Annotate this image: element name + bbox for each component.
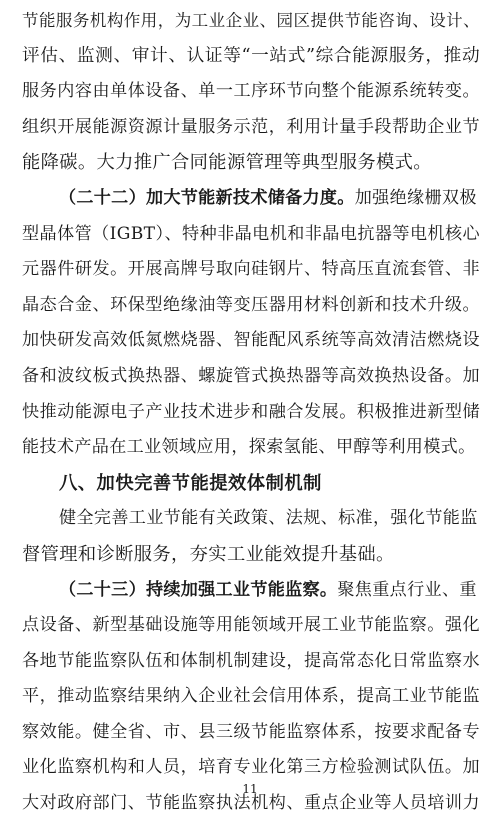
text-line: 点设备、新型基础设施等用能领域开展工业节能监察。强化 <box>22 615 480 636</box>
text-line: 健全完善工业节能有关政策、法规、标准，强化节能监 <box>59 508 478 529</box>
text-line: 大对政府部门、节能监察执法机构、重点企业等人员培训力 <box>22 793 480 814</box>
text-line: 各地节能监察队伍和体制机制建设，提高常态化日常监察水 <box>22 650 480 671</box>
text-line: 备和波纹板式换热器、螺旋管式换热器等高效换热设备。加 <box>22 365 480 386</box>
text-line: 晶态合金、环保型绝缘油等变压器用材料创新和技术升级。 <box>22 294 480 315</box>
text-line: 业化监察机构和人员，培育专业化第三方检验测试队伍。加 <box>22 757 480 778</box>
text-line: 督管理和诊断服务，夯实工业能效提升基础。 <box>22 543 395 565</box>
text-line <box>22 181 480 217</box>
text-line: 组织开展能源资源计量服务示范，利用计量手段帮助企业节 <box>22 116 480 137</box>
text-line: 能降碳。大力推广合同能源管理等典型服务模式。 <box>22 152 432 174</box>
paragraph <box>22 181 480 466</box>
paragraph <box>22 501 480 572</box>
section-heading: 八、加快完善节能提效体制机制 <box>59 472 322 494</box>
text-line <box>22 573 480 609</box>
paragraph-heading: （二十三）持续加强工业节能监察。 <box>59 579 338 600</box>
paragraph <box>22 3 480 181</box>
document-page <box>22 3 480 822</box>
text-span: 加强绝缘栅双极 <box>354 187 477 208</box>
text-line: 元器件研发。开展高牌号取向硅钢片、特高压直流套管、非 <box>22 259 480 280</box>
text-line: 评估、监测、审计、认证等“一站式”综合能源服务，推动 <box>22 45 480 66</box>
text-line: 平，推动监察结果纳入企业社会信用体系，提高工业节能监 <box>22 686 480 707</box>
page-number: 11 <box>242 782 258 796</box>
text-line: 加快研发高效低氮燃烧器、智能配风系统等高效清洁燃烧设 <box>22 330 480 351</box>
text-span: 聚焦重点行业、重 <box>337 579 477 600</box>
text-line: 型晶体管（IGBT）、特种非晶电机和非晶电抗器等电机核心 <box>22 223 480 244</box>
text-line: 察效能。健全省、市、县三级节能监察体系，按要求配备专 <box>22 721 480 742</box>
text-line: 能技术产品在工业领域应用，探索氢能、甲醇等利用模式。 <box>22 437 476 458</box>
text-line: 服务内容由单体设备、单一工序环节向整个能源系统转变。 <box>22 81 480 102</box>
text-line: 快推动能源电子产业技术进步和融合发展。积极推进新型储 <box>22 401 480 422</box>
paragraph-heading: （二十二）加大节能新技术储备力度。 <box>59 187 355 208</box>
text-line: 节能服务机构作用，为工业企业、园区提供节能咨询、设计、 <box>22 11 480 30</box>
